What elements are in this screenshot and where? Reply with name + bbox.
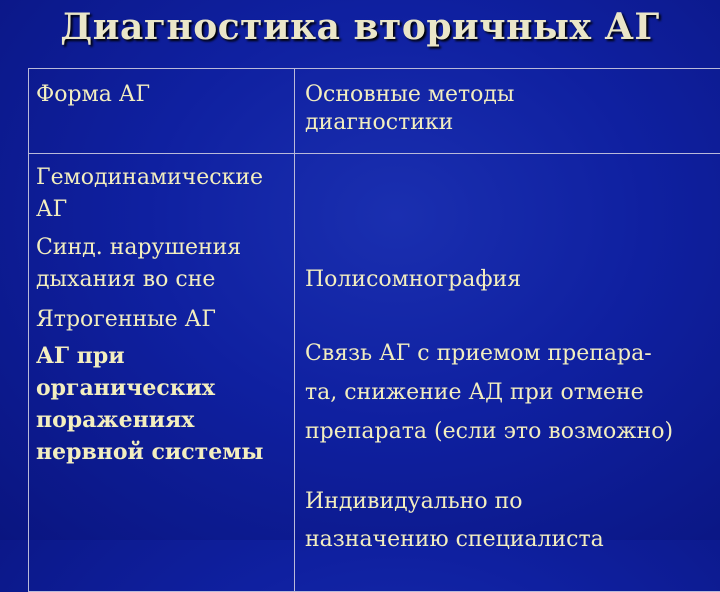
method-iatrogenic: Связь АГ с приемом препара- та, снижение АД при отмене препарата (если это возможно)	[305, 334, 720, 451]
method-nervous-system: Индивидуально по назначению специалиста	[305, 483, 720, 559]
diagnostics-table	[28, 68, 720, 592]
header-cell-left	[29, 69, 295, 154]
header-cell-right	[295, 69, 720, 154]
body-cell-right	[295, 154, 720, 592]
list-item-iatrogenic: Ятрогенные АГ	[36, 304, 292, 336]
body-cell-left	[29, 154, 295, 592]
header-form-label: Форма АГ	[29, 69, 294, 109]
method-polysomnography: Полисомнография	[305, 264, 720, 296]
table-header-row	[29, 69, 720, 154]
table-body-row	[29, 154, 720, 592]
list-item-hemodynamic: Гемодинамические АГ	[36, 162, 286, 226]
slide-title: Диагностика вторичных АГ	[0, 6, 720, 48]
list-item-nervous-system: АГ при органических поражениях нервной системы	[36, 340, 286, 468]
method-hemodynamic	[305, 194, 720, 226]
list-item-sleep-breathing: Синд. нарушения дыхания во сне	[36, 232, 281, 296]
header-methods-label: Основные методы диагностики	[295, 69, 720, 137]
